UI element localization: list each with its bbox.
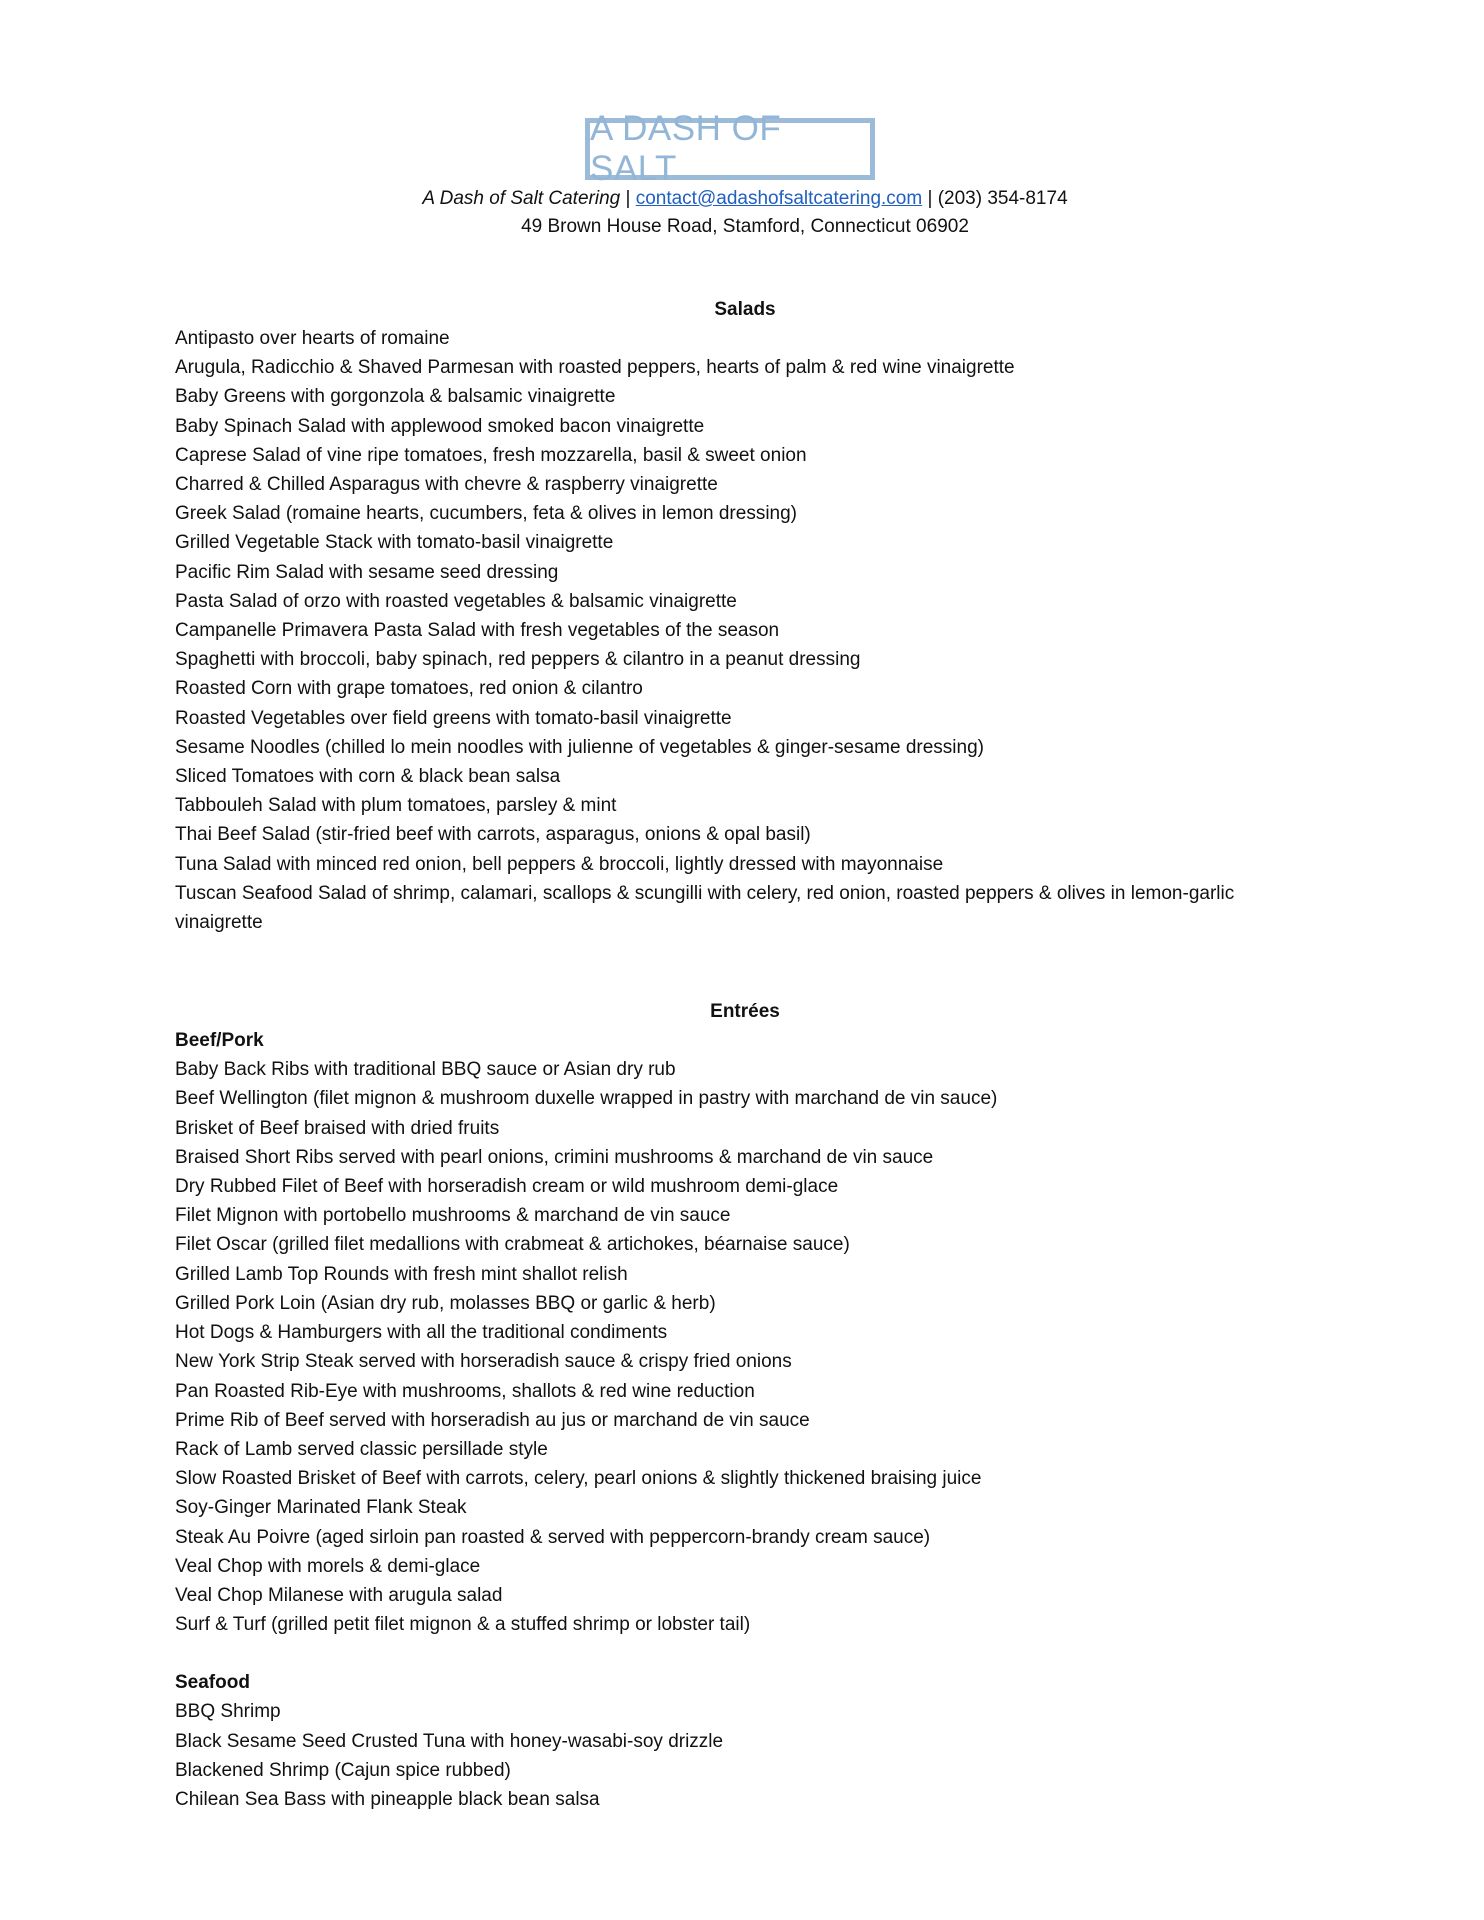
- list-item: Black Sesame Seed Crusted Tuna with honey-wasabi-soy drizzle: [175, 1730, 724, 1752]
- list-item: Greek Salad (romaine hearts, cucumbers, feta & olives in lemon dressing): [175, 503, 797, 525]
- salads-heading: Salads: [714, 299, 776, 320]
- list-item: Rack of Lamb served classic persillade style: [175, 1438, 548, 1460]
- menu-document: [175, 109, 1315, 1814]
- list-item: Tuscan Seafood Salad of shrimp, calamari, scallops & scungilli with celery, red onion, roasted peppers & olives in lemon-garlic vinaigrette: [175, 882, 1235, 934]
- list-item: Chilean Sea Bass with pineapple black bean salsa: [175, 1788, 600, 1810]
- list-item: Thai Beef Salad (stir-fried beef with carrots, asparagus, onions & opal basil): [175, 824, 811, 846]
- list-item: Veal Chop Milanese with arugula salad: [175, 1584, 503, 1606]
- list-item: Brisket of Beef braised with dried fruits: [175, 1117, 500, 1139]
- list-item: Surf & Turf (grilled petit filet mignon & a stuffed shrimp or lobster tail): [175, 1614, 751, 1636]
- seafood-heading: Seafood: [175, 1672, 250, 1694]
- list-item: Arugula, Radicchio & Shaved Parmesan with roasted peppers, hearts of palm & red wine vinaigrette: [175, 357, 1015, 379]
- list-item: Roasted Corn with grape tomatoes, red onion & cilantro: [175, 678, 643, 700]
- list-item: Pasta Salad of orzo with roasted vegetables & balsamic vinaigrette: [175, 590, 737, 612]
- contact-line: [175, 185, 1315, 213]
- list-item: Hot Dogs & Hamburgers with all the traditional condiments: [175, 1322, 668, 1344]
- list-item: Slow Roasted Brisket of Beef with carrots, celery, pearl onions & slightly thickened braising juice: [175, 1468, 982, 1490]
- list-item: Filet Oscar (grilled filet medallions with crabmeat & artichokes, béarnaise sauce): [175, 1234, 850, 1256]
- list-item: Caprese Salad of vine ripe tomatoes, fresh mozzarella, basil & sweet onion: [175, 444, 807, 466]
- list-item: Sliced Tomatoes with corn & black bean salsa: [175, 766, 561, 788]
- list-item: Pan Roasted Rib-Eye with mushrooms, shallots & red wine reduction: [175, 1380, 755, 1402]
- list-item: Filet Mignon with portobello mushrooms & marchand de vin sauce: [175, 1205, 731, 1227]
- list-item: Baby Spinach Salad with applewood smoked bacon vinaigrette: [175, 415, 705, 437]
- address: 49 Brown House Road, Stamford, Connecticut 06902: [521, 216, 969, 237]
- separator: |: [625, 188, 631, 209]
- list-item: Veal Chop with morels & demi-glace: [175, 1555, 481, 1577]
- list-item: Beef Wellington (filet mignon & mushroom duxelle wrapped in pastry with marchand de vin sauce): [175, 1088, 998, 1110]
- list-item: Antipasto over hearts of romaine: [175, 328, 450, 349]
- phone-number: (203) 354-8174: [937, 188, 1068, 209]
- company-logo: [585, 109, 875, 188]
- list-item: Grilled Lamb Top Rounds with fresh mint shallot relish: [175, 1263, 628, 1285]
- list-item: Tuna Salad with minced red onion, bell peppers & broccoli, lightly dressed with mayonnaise: [175, 853, 944, 875]
- list-item: Campanelle Primavera Pasta Salad with fresh vegetables of the season: [175, 620, 780, 642]
- list-item: Steak Au Poivre (aged sirloin pan roasted & served with peppercorn-brandy cream sauce): [175, 1526, 931, 1548]
- list-item: Charred & Chilled Asparagus with chevre & raspberry vinaigrette: [175, 474, 718, 496]
- salads-list: [175, 324, 1315, 937]
- list-item: Pacific Rim Salad with sesame seed dressing: [175, 561, 559, 583]
- separator: |: [927, 188, 933, 209]
- list-item: New York Strip Steak served with horseradish sauce & crispy fried onions: [175, 1351, 792, 1373]
- logo-text: A DASH OF SALT: [590, 109, 782, 188]
- list-item: Soy-Ginger Marinated Flank Steak: [175, 1497, 467, 1519]
- list-item: Grilled Vegetable Stack with tomato-basil vinaigrette: [175, 532, 614, 554]
- list-item: Tabbouleh Salad with plum tomatoes, parsley & mint: [175, 795, 617, 817]
- email-link[interactable]: contact@adashofsaltcatering.com: [635, 188, 923, 209]
- beef-pork-list: [175, 1055, 1315, 1639]
- list-item: Baby Greens with gorgonzola & balsamic vinaigrette: [175, 386, 616, 408]
- seafood-list: [175, 1697, 1315, 1814]
- list-item: Dry Rubbed Filet of Beef with horseradish cream or wild mushroom demi-glace: [175, 1176, 839, 1198]
- list-item: Blackened Shrimp (Cajun spice rubbed): [175, 1759, 511, 1781]
- logo-container: [145, 109, 1315, 188]
- list-item: Baby Back Ribs with traditional BBQ sauce or Asian dry rub: [175, 1059, 676, 1081]
- list-item: Braised Short Ribs served with pearl onions, crimini mushrooms & marchand de vin sauce: [175, 1146, 934, 1168]
- beef-pork-heading: Beef/Pork: [175, 1030, 264, 1052]
- list-item: Prime Rib of Beef served with horseradish au jus or marchand de vin sauce: [175, 1409, 810, 1431]
- company-name: A Dash of Salt Catering: [422, 188, 621, 209]
- list-item: Roasted Vegetables over field greens with tomato-basil vinaigrette: [175, 707, 732, 729]
- list-item: Sesame Noodles (chilled lo mein noodles with julienne of vegetables & ginger-sesame dressing): [175, 736, 984, 758]
- list-item: Spaghetti with broccoli, baby spinach, red peppers & cilantro in a peanut dressing: [175, 649, 861, 671]
- list-item: Grilled Pork Loin (Asian dry rub, molasses BBQ or garlic & herb): [175, 1292, 716, 1314]
- list-item: BBQ Shrimp: [175, 1701, 281, 1723]
- entrees-heading: Entrées: [710, 1001, 780, 1023]
